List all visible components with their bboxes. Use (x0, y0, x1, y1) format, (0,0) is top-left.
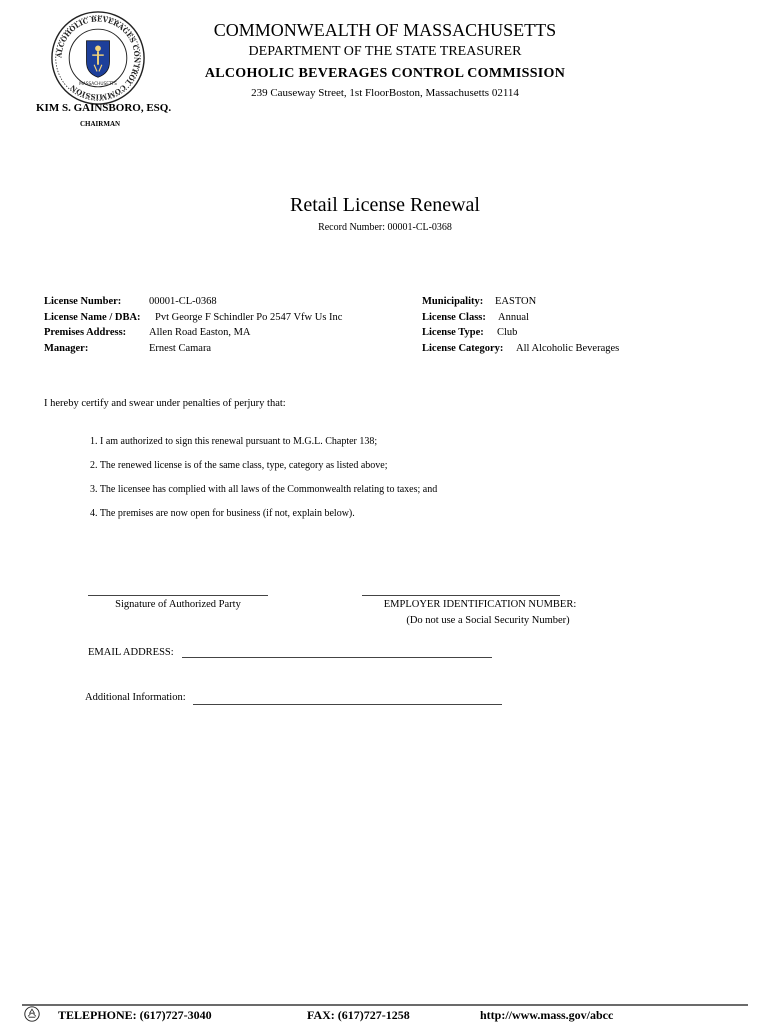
email-field[interactable] (182, 657, 492, 658)
license-name-value: Pvt George F Schindler Po 2547 Vfw Us Inc (155, 312, 343, 323)
license-category-label: License Category: (422, 343, 504, 354)
certification-intro: I hereby certify and swear under penalties of perjury that: (44, 398, 286, 409)
commission-seal (50, 10, 146, 106)
recycle-icon (24, 1006, 40, 1022)
license-class-label: License Class: (422, 312, 486, 323)
chairman-title: CHAIRMAN (80, 120, 121, 128)
commission-heading: ALCOHOLIC BEVERAGES CONTROL COMMISSION (204, 66, 566, 81)
premises-address-label: Premises Address: (44, 327, 127, 338)
manager-value: Ernest Camara (149, 343, 212, 354)
municipality-value: EASTON (495, 296, 537, 307)
premises-address-value: Allen Road Easton, MA (149, 327, 251, 338)
manager-label: Manager: (44, 343, 89, 354)
certification-item: 1. I am authorized to sign this renewal pursuant to M.G.L. Chapter 138; (90, 436, 378, 447)
ein-label: EMPLOYER IDENTIFICATION NUMBER: (383, 599, 577, 610)
license-type-label: License Type: (422, 327, 484, 338)
page-title: Retail License Renewal (290, 194, 480, 216)
footer-divider (22, 1004, 748, 1006)
address-line: 239 Causeway Street, 1st FloorBoston, Massachusetts 02114 (251, 87, 519, 99)
license-category-value: All Alcoholic Beverages (516, 343, 620, 354)
department-heading: DEPARTMENT OF THE STATE TREASURER (248, 44, 522, 59)
svg-text:MASSACHUSETTS: MASSACHUSETTS (79, 81, 117, 87)
email-label: EMAIL ADDRESS: (88, 647, 174, 658)
license-class-value: Annual (498, 312, 529, 323)
chairman-name: KIM S. GAINSBORO, ESQ. (36, 102, 172, 114)
certification-item: 4. The premises are now open for business (if not, explain below). (90, 508, 355, 519)
additional-info-label: Additional Information: (85, 692, 186, 703)
svg-text:ALCOHOLIC BEVERAGES CONTROL CO: ALCOHOLIC BEVERAGES CONTROL COMMISSION (55, 15, 141, 101)
state-heading: COMMONWEALTH OF MASSACHUSETTS (213, 20, 557, 40)
footer-fax: FAX: (617)727-1258 (307, 1008, 410, 1022)
municipality-label: Municipality: (422, 296, 484, 307)
footer-telephone: TELEPHONE: (617)727-3040 (58, 1008, 212, 1022)
additional-info-field[interactable] (193, 704, 502, 705)
signature-label: Signature of Authorized Party (115, 599, 241, 610)
license-number-value: 00001-CL-0368 (149, 296, 217, 307)
footer-url-link[interactable]: http://www.mass.gov/abcc (480, 1008, 614, 1022)
license-number-label: License Number: (44, 296, 122, 307)
certification-item: 3. The licensee has complied with all laws of the Commonwealth relating to taxes; and (90, 484, 438, 495)
license-name-label: License Name / DBA: (44, 312, 141, 323)
license-type-value: Club (497, 327, 518, 338)
ein-note: (Do not use a Social Security Number) (406, 615, 570, 626)
ein-field[interactable] (362, 595, 560, 596)
certification-item: 2. The renewed license is of the same class, type, category as listed above; (90, 460, 388, 471)
record-number: Record Number: 00001-CL-0368 (318, 222, 452, 233)
signature-field[interactable] (88, 595, 268, 596)
